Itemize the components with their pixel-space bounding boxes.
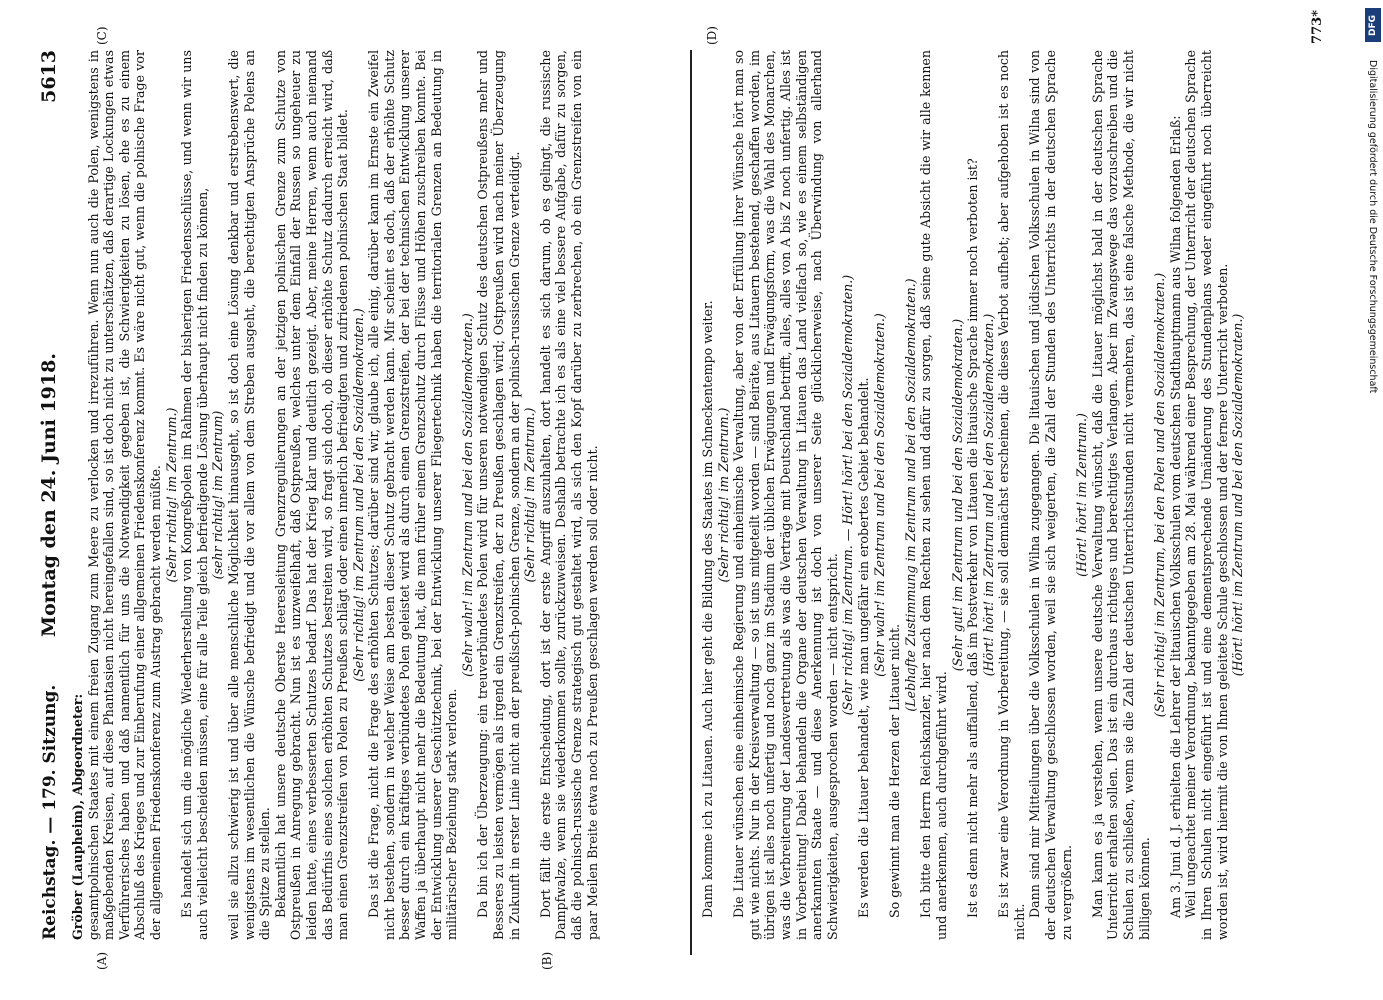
interjection: (Hört! hört! im Zentrum und bei den Sozialdemokraten.) [980,313,996,677]
interjection: (Sehr richtig! im Zentrum.) [163,407,179,583]
page-header [38,50,68,940]
paragraph: Das ist die Frage, nicht die Frage des erhöhten Schutzes; darüber sind wir, glaube ich, alle einig, darüber kann im Ernste ein Zweifel nicht bestehen, sondern in welcher Weise am besten dieser Schutz gebracht werden kann. Mir scheint es doch, daß der erhöhte Schutz besser durch ein kräftiges verbündetes Polen geleistet wird als durch einen Grenzstreifen, der bei der technischen Entwicklung unserer Waffen ja überhaupt nicht mehr die Bedeutung hat, die man früher einem Grenzschutz durch Flüsse und Höhen zuschreiben konnte. Bei der Entwicklung unserer Geschütztechnik, bei der Entwicklung unserer Fliegertechnik haben die territorialen Grenzen an Bedeutung in militärischer Beziehung stark verloren. [366,50,460,940]
paragraph: weil sie allzu schwierig ist und über alle menschliche Möglichkeit hinausgeht, so ist doch eine Lösung denkbar und erstrebenswert, die wenigstens im wesentlichen die Wünsche befriedigt und die vor allem von dem Streben ausgeht, die berechtigten Ansprüche Polens an die Spitze zu stellen. [225,50,273,940]
column-divider [690,50,692,955]
interjection: (Sehr gut! im Zentrum und bei den Sozialdemokraten.) [949,318,965,672]
interjection: (Lebhafte Zustimmung im Zentrum und bei den Sozialdemokraten.) [902,278,918,712]
paragraph: Ich bitte den Herrn Reichskanzler, hier nach dem Rechten zu sehen und dafür zu sorgen, daß seine gute Absicht die wir alle kennen und anerkennen, auch durchgeführt wird. [918,50,949,940]
paragraph: Es ist zwar eine Verordnung in Vorbereitung, — sie soll demnächst erscheinen, die dieses Verbot aufhebt; aber aufgehoben ist es noch nicht. [996,50,1027,940]
paragraph: Es handelt sich um die mögliche Wiederherstellung von Kongreßpolen im Rahmen der bisherigen Friedensschlüsse, und wenn wir uns auch vielleicht bescheiden müssen, eine für alle Teile gleich befriedigende Lösung überhaupt nicht finden zu können, [179,50,210,940]
header-page-number: 5613 [38,50,60,103]
paragraph: gesamtpolnischen Staates mit einem freien Zugang zum Meere zu verlocken und irrezuführen. Wenn nun auch die Polen, wenigstens in maßgebenden Kreisen, auf diese Phantasien nicht hereingefallen sind, so ist doch nicht zu unterschätzen, daß derartige Lockungen etwas Verführerisches haben und daß namentlich für uns die Notwendigkeit gegeben ist, die Schwierigkeiten zu lösen, ehe es zu einem Abschluß des Krieges und zur Einberufung einer allgemeinen Friedenskonferenz kommt. Es wäre nicht gut, wenn die polnische Frage vor der allgemeinen Friedenskonferenz zum Austrag gebracht werden müßte. [85,50,163,940]
interjection: (Hört! hört! im Zentrum.) [1074,413,1090,577]
margin-mark-b: (B) [540,951,554,970]
paragraph: Dort fällt die erste Entscheidung, dort ist der erste Angriff auszuhalten, dort handelt es sich darum, ob es gelingt, die russische Dampfwalze, wenn sie wiederkommen sollte, zurückzuweisen. Deshalb betrachte ich es als eine viel bessere Aufgabe, dafür zu sorgen, daß die polnisch-russische Grenze strategisch gut gestaltet wird, als sich den Kopf darüber zu zerbrechen, ob ein Grenzstreifen von ein paar Meilen Breite etwa noch zu Preußen geschlagen werden soll oder nicht. [537,50,600,940]
paragraph: Dann komme ich zu Litauen. Auch hier geht die Bildung des Staates im Schneckentempo weiter. [700,300,715,918]
interjection: (Hört! hört! im Zentrum und bei den Sozialdemokraten.) [1230,313,1246,677]
interjection: (Sehr richtig! im Zentrum.) [715,407,731,583]
margin-mark-a: (A) [95,951,109,970]
paragraph: Die Litauer wünschen eine einheimische Regierung und einheimische Verwaltung, aber von der Erfüllung ihrer Wünsche hört man so gut wie nichts. Nur in der Kreisverwaltung — so ist uns mitgeteilt worden — sind Beiräte, aus Litauern bestehend, geschaffen worden, im übrigen ist alles noch unfertig und noch ganz im Stadium der üblichen Erwägungen und Erwägungsform, was die Wahl des Monarchen, was die Verbreiterung der Landesvertretung als was die Verträge mit Deutschland betrifft, alles, alles von A bis Z noch unfertig. Alles ist in Vorbereitung! Dabei behandeln die Organe der deutschen Verwaltung in Litauen das Land vielfach so, wie es einem selbständigen anerkannten Staate — und diese Anerkennung ist doch von unserer Seite glücklicherweise, nach Überwindung von allerhand Schwierigkeiten, ausgesprochen worden — nicht entspricht. [731,50,840,940]
interjection: (Sehr richtig! im Zentrum.) [522,407,538,583]
speaker-line: Gröber (Laupheim), Abgeordneter: [70,693,85,940]
paragraph: Bekanntlich hat unsere deutsche Oberste Heeresleitung Grenzregulierungen an der jetzigen polnischen Grenze zum Schutze von Ostpreußen in Anregung gebracht. Nun ist es unzweifelhaft, daß Ostpreußen, welches unter dem Einfall der Russen so ungeheuer zu leiden hatte, eines verbesserten Schutzes bedarf. Das hat der Krieg klar und deutlich gezeigt. Aber, meine Herren, wenn auch niemand das Bedürfnis eines solchen erhöhten Schutzes bestreiten wird, so fragt sich doch, ob dieser erhöhte Schutz dadurch erreicht wird, daß man einen Grenzstreifen von Polen zu Preußen schlägt oder einen innerlich befriedigten und zufriedenen polnischen Staat bildet. [272,50,351,940]
paragraph: Man kann es ja verstehen, wenn unsere deutsche Verwaltung wünscht, daß die Litauer möglichst bald in der deutschen Sprache Unterricht erhalten sollen. Das ist ein durchaus richtiges und berechtigtes Verlangen. Aber im Zwangswege das vorzuschreiben und die Schulen zu schließen, wenn sie die Zahl der deutschen Unterrichtsstunden nicht vermehren, das ist eine falsche Methode, die wir nicht billigen können. [1089,50,1152,940]
text-column-left [70,50,680,940]
paragraph: Es werden die Litauer behandelt, wie man ungefähr ein erobertes Gebiet behandelt. [855,377,871,918]
margin-mark-d: (D) [705,26,719,45]
funding-credit-text: Digitalisierung gefördert durch die Deutsche Forschungsgemeinschaft [1367,60,1378,394]
paragraph: Dann sind mir Mitteilungen über die Volksschulen in Wilna zugegangen. Die litauischen und jüdischen Volksschulen in Wilna sind von der deutschen Verwaltung geschlossen worden, weil sie sich weigerten, die Zahl der Stunden des Unterrichts in der deutschen Sprache zu vergrößern. [1027,50,1074,940]
header-left: Reichstag. — 179. Sitzung. [40,684,60,940]
header-center: Montag den 24. Juni 1918. [38,353,60,637]
text-column-right [700,50,1340,940]
sidebar-credit [1361,0,1383,1000]
quoted-decree: Weil ungeachtet meiner Verordnung, bekanntgegeben am 28. Mai während einer Besprechung, der Unterricht der deutschen Sprache in Ihren Schulen nicht eingeführt ist und eine dementsprechende Umänderung des Stundenplans weder eingeführt noch überreicht worden ist, wird hiermit die von Ihnen geleitete Schule geschlossen und der fernere Unterricht verboten. [1183,50,1230,940]
interjection: (Sehr richtig! im Zentrum, bei den Polen und den Sozialdemokraten.) [1152,272,1168,718]
interjection: (Sehr wahr! im Zentrum und bei den Sozialdemokraten.) [459,313,475,677]
paragraph: Da bin ich der Überzeugung: ein treuverbündetes Polen wird für unseren notwendigen Schutz des deutschen Ostpreußens mehr und Besseres zu leisten vermögen als irgend ein Grenzstreifen, der zu Preußen geschlagen wird; Ostpreußen wird nach meiner Überzeugung in Zukunft in erster Linie nicht an der preußisch-polnischen Grenze, sondern an der polnisch-russischen Grenze verteidigt. [475,50,522,940]
interjection: (sehr richtig! im Zentrum) [210,410,226,580]
interjection: (Sehr wahr! im Zentrum und bei den Sozialdemokraten.) [871,313,887,677]
interjection: (Sehr richtig! im Zentrum und bei den Sozialdemokraten.) [350,308,366,682]
margin-mark-c: (C) [95,26,109,45]
page-footer-number: 773* [1310,10,1325,44]
dfg-logo: DFG [1365,8,1381,42]
paragraph: Ist es denn nicht mehr als auffallend, daß im Postverkehr von Litauen die litauische Sprache immer noch verboten ist? [965,158,981,918]
paragraph: So gewinnt man die Herzen der Litauer nicht. [887,623,903,918]
paragraph: Am 3. Juni d. J. erhielten die Lehrer der litauischen Volksschulen vom deutschen Stadthauptmann aus Wilna folgenden Erlaß: [1167,115,1183,918]
interjection: (Sehr richtig! im Zentrum. — Hört! hört! bei den Sozialdemokraten.) [840,274,856,716]
